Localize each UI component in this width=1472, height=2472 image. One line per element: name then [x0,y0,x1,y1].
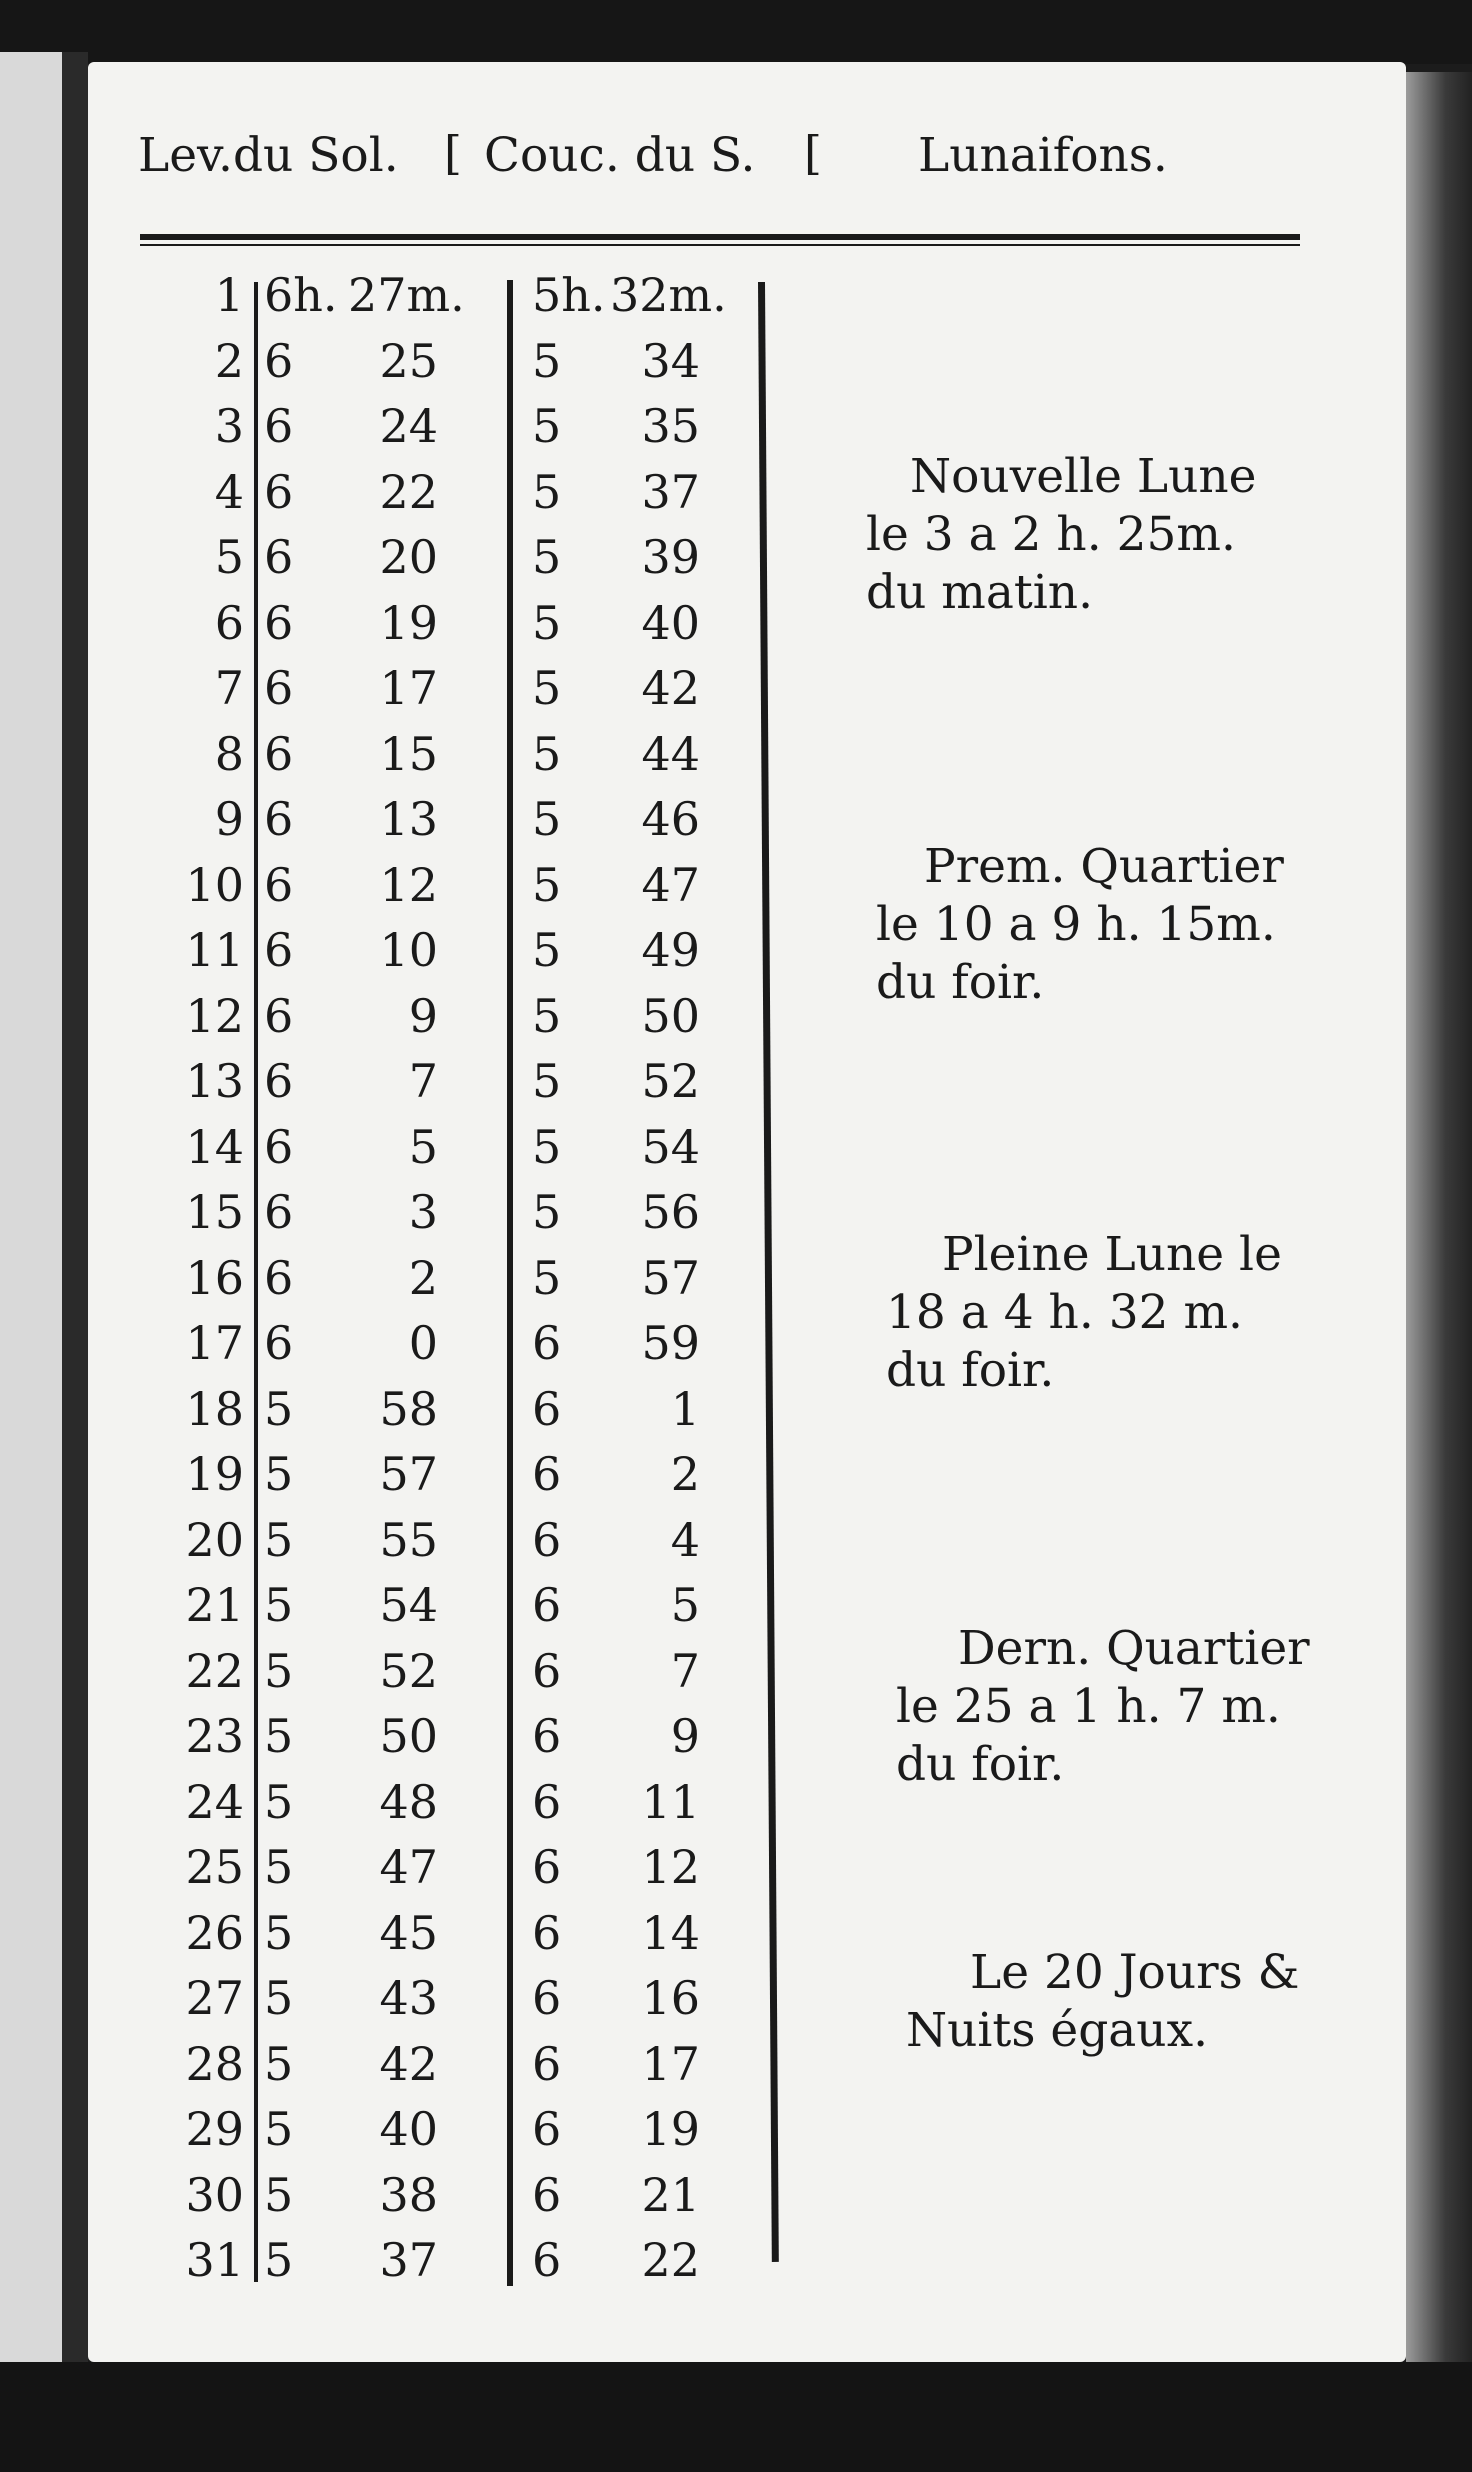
sunrise-hour: 5 [264,2036,294,2091]
sunrise-minute: 54 [379,1578,438,1632]
sunset-hour: 5 [532,988,562,1043]
sunrise-hour: 6 [264,1250,294,1305]
header-separator: [ [444,126,462,180]
phase-line: du foir. [876,955,1045,1010]
header-sunset: Couc. du S. [484,128,756,183]
day-number: 11 [185,923,244,977]
sunrise-minute: 50 [379,1709,438,1763]
sunset-minute: 17 [641,2036,700,2091]
sunrise-hour: 6 [264,726,294,781]
sunset-hour: 5 [532,792,562,846]
sunrise-hour: 5 [264,2233,294,2287]
sunrise-hour: 5 [264,2102,294,2156]
sunset-minute: 19 [641,2102,700,2156]
day-number: 13 [185,1054,244,1108]
sunrise-hour: 6 [264,661,294,715]
sunset-minute: 7 [670,1643,700,1698]
sunset-hour: 5 [532,595,562,650]
sunrise-hour: 6 [264,923,294,977]
sunset-hour: 6 [532,1709,562,1763]
sunset-hour: 5 [532,1054,562,1108]
day-number: 8 [214,726,244,781]
phase-new-moon [866,448,1257,622]
sunset-minute: 49 [641,923,700,977]
day-number: 3 [214,399,244,453]
sunrise-minute: 0 [408,1316,438,1370]
sunset-minute: 40 [641,595,700,650]
sunset-hour: 6 [532,1578,562,1632]
sunrise-minute: 15 [379,726,438,781]
phase-line: 18 a 4 h. 32 m. [886,1285,1243,1340]
sunrise-minute: 40 [379,2102,438,2156]
phase-line: le 25 a 1 h. 7 m. [896,1679,1281,1734]
day-number: 12 [185,988,244,1043]
sunrise-minute: 13 [379,792,438,846]
sunset-hour: 5 [532,661,562,715]
sunrise-hour: 6 [264,399,294,453]
sunset-minute: 50 [641,988,700,1043]
sunset-minute: 52 [641,1054,700,1108]
phase-line: Nuits égaux. [906,2003,1209,2058]
sunset-minute: 14 [641,1905,700,1960]
header-sunrise: Lev.du Sol. [138,128,399,183]
sunset-hour: 5 [532,399,562,453]
sunrise-minute: 7 [408,1054,438,1108]
sunset-minute: 4 [670,1512,700,1567]
day-number: 10 [185,857,244,912]
header-rule [140,234,1300,240]
phase-line: du matin. [866,565,1094,620]
sunrise-minute: 37 [379,2233,438,2287]
sunrise-minute: 17 [379,661,438,715]
sunrise-minute: 27m. [348,268,465,322]
sunset-minute: 47 [641,857,700,912]
column-divider-sunrise [507,280,513,2286]
sunset-hour: 6 [532,1381,562,1436]
sunset-hour: 6 [532,2102,562,2156]
sunrise-hour: 6 [264,333,294,388]
sunset-hour: 5h. [532,268,606,322]
sunset-hour: 6 [532,1774,562,1829]
phase-line: Dern. Quartier [958,1621,1310,1676]
sunrise-minute: 3 [408,1185,438,1239]
day-number: 19 [185,1447,244,1501]
sunrise-hour: 6 [264,1185,294,1239]
sunrise-hour: 5 [264,1512,294,1567]
sunrise-minute: 43 [379,1971,438,2025]
sunset-minute: 44 [641,726,700,781]
phase-full-moon [886,1226,1282,1400]
column-divider-day [254,282,258,2282]
scan-border-top [0,0,1472,64]
phase-line: le 3 a 2 h. 25m. [866,507,1236,562]
sunset-hour: 6 [532,2233,562,2287]
sunset-hour: 5 [532,530,562,584]
equinox-note [906,1944,1300,2060]
sunset-minute: 21 [641,2167,700,2222]
sunrise-hour: 5 [264,1447,294,1501]
phase-first-quarter [876,838,1284,1012]
sunrise-minute: 10 [379,923,438,977]
sunrise-hour: 5 [264,1774,294,1829]
sunrise-minute: 57 [379,1447,438,1501]
sunrise-hour: 6 [264,464,294,519]
day-number: 1 [214,268,244,322]
sunrise-minute: 58 [379,1381,438,1436]
sunset-hour: 5 [532,1250,562,1305]
sunset-minute: 59 [641,1316,700,1370]
sunrise-minute: 12 [379,857,438,912]
sunset-hour: 5 [532,333,562,388]
sunset-hour: 6 [532,1316,562,1370]
sunrise-hour: 6 [264,595,294,650]
sunrise-hour: 5 [264,1709,294,1763]
sunset-minute: 42 [641,661,700,715]
sunrise-minute: 38 [379,2167,438,2222]
sunrise-minute: 9 [408,988,438,1043]
sunrise-hour: 5 [264,1643,294,1698]
sunset-minute: 11 [641,1774,700,1829]
phase-line: Nouvelle Lune [910,449,1257,504]
sunset-hour: 5 [532,726,562,781]
phase-line: Prem. Quartier [924,839,1284,894]
sunset-minute: 54 [641,1119,700,1174]
day-number: 22 [185,1643,244,1698]
sunrise-minute: 47 [379,1840,438,1894]
sunrise-hour: 6 [264,792,294,846]
sunset-hour: 6 [532,2036,562,2091]
header-lunations: Lunaifons. [918,128,1168,183]
phase-line: Pleine Lune le [942,1227,1282,1282]
day-number: 4 [214,464,244,519]
day-number: 17 [185,1316,244,1370]
phase-line: Le 20 Jours & [970,1945,1300,2000]
day-number: 20 [185,1512,244,1567]
sunrise-minute: 24 [379,399,438,453]
sunset-minute: 16 [641,1971,700,2025]
sunrise-hour: 6 [264,988,294,1043]
sunrise-hour: 5 [264,2167,294,2222]
day-number: 14 [185,1119,244,1174]
book-spine [62,52,88,2412]
sunrise-hour: 6 [264,1316,294,1370]
sunrise-hour: 6h. [264,268,338,322]
sunset-minute: 46 [641,792,700,846]
sunset-hour: 5 [532,857,562,912]
page-stack-edge [1406,72,1472,2412]
sunset-hour: 6 [532,1840,562,1894]
day-number: 16 [185,1250,244,1305]
phase-line: le 10 a 9 h. 15m. [876,897,1276,952]
sunrise-minute: 5 [408,1119,438,1174]
sunrise-minute: 2 [408,1250,438,1305]
sunrise-minute: 45 [379,1905,438,1960]
sunrise-minute: 55 [379,1512,438,1567]
sunrise-minute: 19 [379,595,438,650]
day-number: 26 [185,1905,244,1960]
day-number: 7 [214,661,244,715]
day-number: 27 [185,1971,244,2025]
header-separator: [ [804,126,822,180]
day-number: 6 [214,595,244,650]
sunset-minute: 5 [670,1578,700,1632]
sunrise-hour: 6 [264,530,294,584]
sunrise-minute: 25 [379,333,438,388]
sunrise-minute: 52 [379,1643,438,1698]
sunrise-minute: 22 [379,464,438,519]
sunrise-minute: 42 [379,2036,438,2091]
sunset-hour: 5 [532,1185,562,1239]
phase-line: du foir. [886,1343,1055,1398]
day-number: 18 [185,1381,244,1436]
day-number: 29 [185,2102,244,2156]
sunset-hour: 5 [532,1119,562,1174]
sunset-minute: 12 [641,1840,700,1894]
sunset-minute: 32m. [610,268,727,322]
day-number: 30 [185,2167,244,2222]
sunset-hour: 6 [532,1643,562,1698]
sunrise-hour: 5 [264,1971,294,2025]
sunset-minute: 34 [641,333,700,388]
sunset-hour: 6 [532,2167,562,2222]
sunrise-hour: 5 [264,1578,294,1632]
phase-last-quarter [896,1620,1310,1794]
sunset-minute: 37 [641,464,700,519]
day-number: 21 [185,1578,244,1632]
sunset-hour: 6 [532,1905,562,1960]
sunset-hour: 5 [532,923,562,977]
sunset-minute: 2 [670,1447,700,1501]
phase-line: du foir. [896,1737,1065,1792]
sunset-minute: 56 [641,1185,700,1239]
sunset-hour: 5 [532,464,562,519]
day-number: 9 [214,792,244,846]
sunset-minute: 1 [670,1381,700,1436]
sunset-minute: 57 [641,1250,700,1305]
sunset-hour: 6 [532,1512,562,1567]
sunrise-hour: 5 [264,1905,294,1960]
sunrise-hour: 6 [264,1054,294,1108]
sunrise-hour: 5 [264,1381,294,1436]
sunrise-minute: 48 [379,1774,438,1829]
scan-border-bottom [0,2362,1472,2472]
sunset-minute: 22 [641,2233,700,2287]
header-rule-thin [140,244,1300,246]
day-number: 23 [185,1709,244,1763]
sunset-minute: 39 [641,530,700,584]
sunrise-minute: 20 [379,530,438,584]
day-number: 5 [214,530,244,584]
day-number: 31 [185,2233,244,2287]
day-number: 25 [185,1840,244,1894]
sunrise-hour: 5 [264,1840,294,1894]
day-number: 2 [214,333,244,388]
sunset-hour: 6 [532,1971,562,2025]
day-number: 24 [185,1774,244,1829]
sunrise-hour: 6 [264,857,294,912]
sunset-hour: 6 [532,1447,562,1501]
sunrise-hour: 6 [264,1119,294,1174]
day-number: 15 [185,1185,244,1239]
day-number: 28 [185,2036,244,2091]
sunset-minute: 9 [670,1709,700,1763]
sunset-minute: 35 [641,399,700,453]
facing-page-edge [0,52,70,2382]
